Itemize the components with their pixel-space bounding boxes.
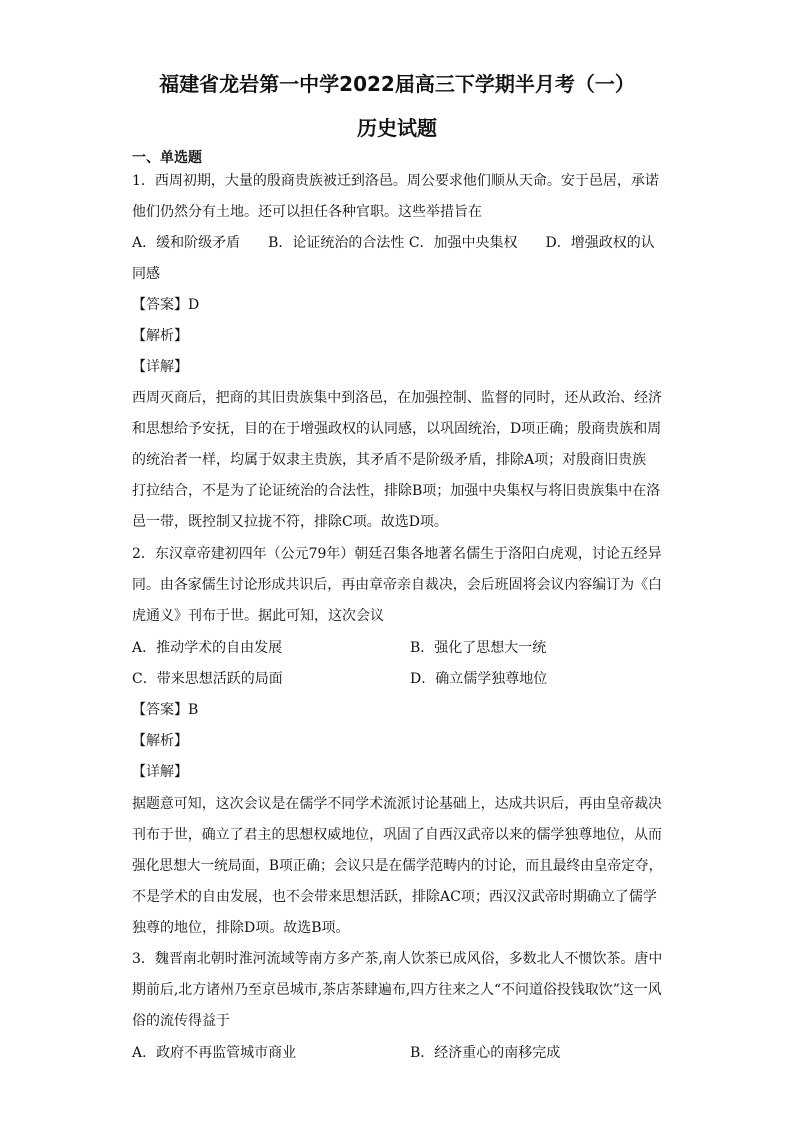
q2-answer: 【答案】B <box>132 702 199 718</box>
document-subtitle: 历史试题 <box>357 116 437 140</box>
q2-stem-line: 同。由各家儒生讨论形成共识后，再由章帝亲自裁决，会后班固将会议内容编订为《白 <box>132 577 662 593</box>
q2-option-a: A．推动学术的自由发展 <box>132 640 283 656</box>
q1-options-line: A．缓和阶级矛盾 B．论证统治的合法性 C．加强中央集权 D．增强政权的认 <box>132 235 655 251</box>
q1-explanation-line: 和思想给予安抚，目的在于增强政权的认同感，以巩固统治，D项正确；殷商贵族和周 <box>132 421 662 437</box>
q2-explanation-line: 刊布于世，确立了君主的思想权威地位，巩固了自西汉武帝以来的儒学独尊地位，从而 <box>132 827 662 843</box>
q2-explanation-line: 独尊的地位，排除D项。故选B项。 <box>132 920 350 936</box>
q3-option-a: A．政府不再监管城市商业 <box>132 1045 297 1061</box>
q2-option-d: D．确立儒学独尊地位 <box>410 671 548 687</box>
q1-stem-line: 他们仍然分有土地。还可以担任各种官职。这些举措旨在 <box>132 204 482 220</box>
q2-explanation-line: 据题意可知，这次会议是在儒学不同学术流派讨论基础上，达成共识后，再由皇帝裁决 <box>132 796 662 812</box>
q1-explanation-line: 打拉结合，不是为了论证统治的合法性，排除B项；加强中央集权与将旧贵族集中在洛 <box>132 483 661 499</box>
q1-analysis-label: 【解析】 <box>132 328 188 344</box>
q2-explanation-line: 强化思想大一统局面，B项正确；会议只是在儒学范畴内的讨论，而且最终由皇帝定夺， <box>132 858 663 874</box>
q1-detail-label: 【详解】 <box>132 359 188 375</box>
q3-option-b: B．经济重心的南移完成 <box>410 1045 561 1061</box>
q3-stem-line: 3．魏晋南北朝时淮河流域等南方多产茶,南人饮茶已成风俗，多数北人不惯饮茶。唐中 <box>132 951 663 967</box>
q2-stem-line: 虎通义》刊布于世。据此可知，这次会议 <box>132 608 384 624</box>
document-title: 福建省龙岩第一中学2022届高三下学期半月考（一） <box>159 72 635 96</box>
q3-stem-line: 期前后,北方诸州乃至京邑城市,茶店茶肆遍布,四方往来之人“不问道俗投钱取饮”这一风 <box>132 982 662 998</box>
q1-explanation-line: 邑一带，既控制又拉拢不符，排除C项。故选D项。 <box>132 514 448 530</box>
q1-answer: 【答案】D <box>132 297 200 313</box>
q1-stem-line: 1．西周初期，大量的殷商贵族被迁到洛邑。周公要求他们顺从天命。安于邑居，承诺 <box>132 173 659 189</box>
q2-explanation-line: 不是学术的自由发展，也不会带来思想活跃，排除AC项；西汉汉武帝时期确立了儒学 <box>132 889 657 905</box>
q2-detail-label: 【详解】 <box>132 764 188 780</box>
q3-stem-line: 俗的流传得益于 <box>132 1013 230 1029</box>
q1-explanation-line: 的统治者一样，均属于奴隶主贵族，其矛盾不是阶级矛盾，排除A项；对殷商旧贵族 <box>132 452 647 468</box>
q2-analysis-label: 【解析】 <box>132 733 188 749</box>
q1-options-line: 同感 <box>132 266 160 282</box>
q2-option-b: B．强化了思想大一统 <box>410 640 547 656</box>
q2-stem-line: 2．东汉章帝建初四年（公元79年）朝廷召集各地著名儒生于洛阳白虎观，讨论五经异 <box>132 546 662 562</box>
q2-option-c: C．带来思想活跃的局面 <box>132 671 283 687</box>
section-heading: 一、单选题 <box>132 150 202 166</box>
q1-explanation-line: 西周灭商后，把商的其旧贵族集中到洛邑，在加强控制、监督的同时，还从政治、经济 <box>132 390 662 406</box>
